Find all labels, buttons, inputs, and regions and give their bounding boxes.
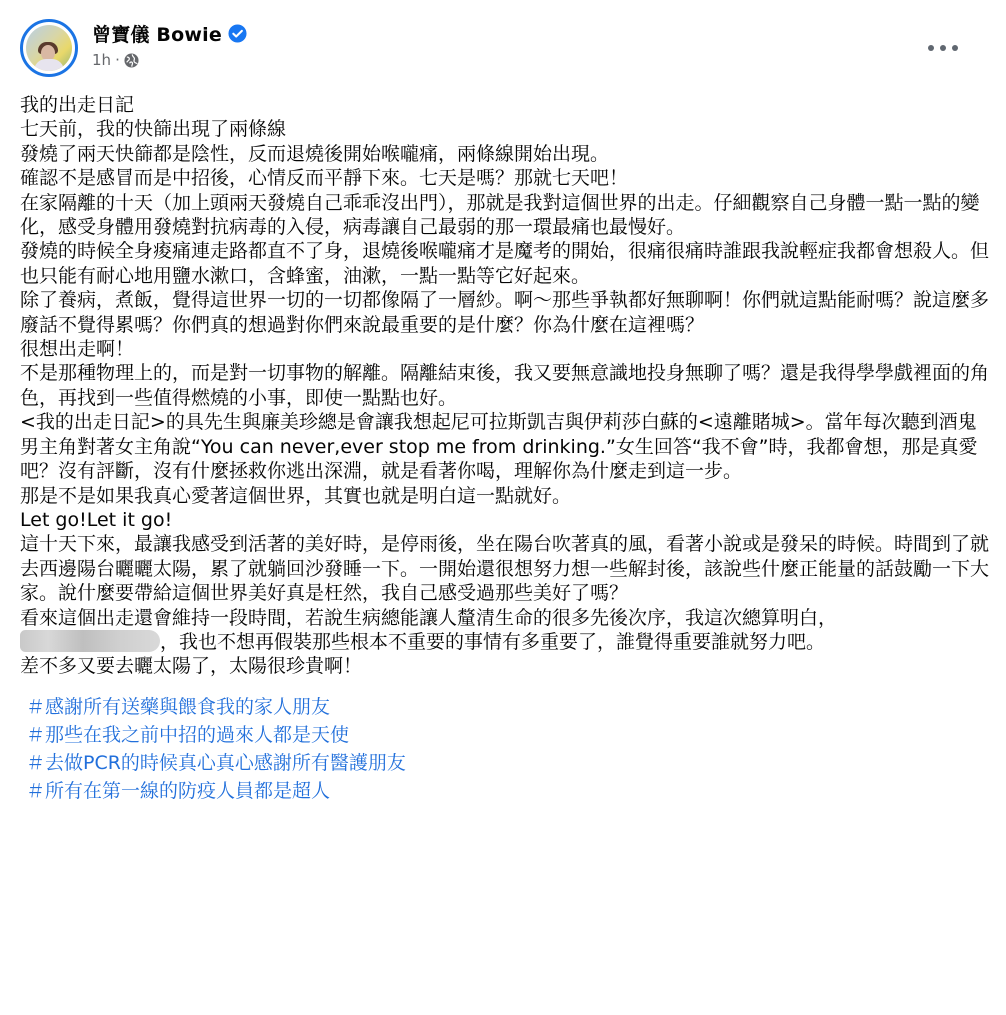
- verified-badge-icon: [228, 24, 247, 43]
- post-paragraph: 不是那種物理上的，而是對一切事物的解離。隔離結束後，我又要無意識地投身無聊了嗎？還是我得學學戲裡面的角色，再找到一些值得燃燒的小事，即使一點點也好。: [20, 362, 990, 409]
- more-options-button[interactable]: [928, 38, 958, 58]
- globe-icon: [124, 53, 139, 68]
- post-paragraph: <我的出走日記>的具先生與廉美珍總是會讓我想起尼可拉斯凱吉與伊莉莎白蘇的<遠離賭城>。當年每次聽到酒鬼男主角對著女主角說“You can never,ever stop me from drinking.”女生回答“我不會”時，我都會想，那是真愛吧？沒有評斷，沒有什麼拯救你逃出深淵，就是看著你喝，理解你為什麼走到這一步。: [20, 411, 978, 483]
- post-paragraph: 七天前，我的快篩出現了兩條線: [20, 118, 287, 141]
- post-paragraph: 看來這個出走還會維持一段時間，若說生病總能讓人釐清生命的很多先後次序，我這次總算明白，: [20, 606, 838, 629]
- redacted-line-text: ，我也不想再假裝那些根本不重要的事情有多重要了，誰覺得重要誰就努力吧。: [160, 630, 826, 653]
- post-body: [20, 93, 995, 805]
- avatar-body: [34, 59, 64, 71]
- post-paragraph: 那是不是如果我真心愛著這個世界，其實也就是明白這一點就好。: [20, 484, 572, 507]
- post-closing: 差不多又要去曬太陽了，太陽很珍貴啊！: [20, 655, 363, 678]
- more-dot-icon: [928, 45, 934, 51]
- hashtag-link[interactable]: ＃去做PCR的時候真心真心感謝所有醫護朋友: [26, 751, 406, 774]
- post-paragraph: 發燒的時候全身痠痛連走路都直不了身，退燒後喉嚨痛才是魔考的開始，很痛很痛時誰跟我說輕症我都會想殺人。但也只能有耐心地用鹽水漱口，含蜂蜜，油漱，一點一點等它好起來。: [20, 240, 990, 287]
- redacted-blur: [20, 630, 160, 652]
- avatar-image: [26, 25, 72, 71]
- hashtag-link[interactable]: ＃感謝所有送藥與餵食我的家人朋友: [26, 695, 331, 718]
- post-paragraph: 在家隔離的十天（加上頭兩天發燒自己乖乖沒出門），那就是我對這個世界的出走。仔細觀察自己身體一點一點的變化，感受身體用發燒對抗病毒的入侵，病毒讓自己最弱的那一環最痛也最慢好。: [20, 191, 980, 239]
- author-block: [92, 19, 247, 69]
- more-dot-icon: [940, 45, 946, 51]
- hashtag-link[interactable]: ＃所有在第一線的防疫人員都是超人: [26, 779, 331, 802]
- post-timestamp[interactable]: 1h: [92, 51, 112, 69]
- post-header: [20, 19, 986, 79]
- post-paragraph-redacted: [20, 630, 995, 654]
- post-paragraph: 這十天下來，最讓我感受到活著的美好時，是停雨後，坐在陽台吹著真的風，看著小說或是發呆的時候。時間到了就去西邊陽台曬曬太陽，累了就躺回沙發睡一下。一開始還很想努力想一些解封後，該說些什麼正能量的話鼓勵一下大家。說什麼要帶給這個世界美好真是枉然，我自己感受過那些美好了嗎？: [20, 533, 990, 605]
- post-title: 我的出走日記: [20, 94, 135, 116]
- avatar[interactable]: [20, 19, 78, 77]
- post-paragraph: 發燒了兩天快篩都是陰性，反而退燒後開始喉嚨痛，兩條線開始出現。: [20, 142, 610, 165]
- post-paragraph: 除了養病，煮飯，覺得這世界一切的一切都像隔了一層紗。啊～那些爭執都好無聊啊！你們就這點能耐嗎？說這麼多廢話不覺得累嗎？你們真的想過對你們來說最重要的是什麼？你為什麼在這裡嗎？: [20, 289, 990, 336]
- post-paragraph: 確認不是感冒而是中招後，心情反而平靜下來。七天是嗎？那就七天吧！: [20, 167, 629, 190]
- author-line: [92, 19, 247, 47]
- post-paragraph: Let go!Let it go!: [20, 508, 173, 531]
- post-meta: [92, 51, 247, 69]
- hashtag-link[interactable]: ＃那些在我之前中招的過來人都是天使: [26, 723, 350, 746]
- meta-separator: ·: [115, 51, 120, 69]
- post-paragraph: 很想出走啊！: [20, 338, 135, 361]
- author-name[interactable]: 曾寶儀 Bowie: [92, 23, 222, 46]
- hashtag-list: [20, 693, 995, 805]
- more-dot-icon: [952, 45, 958, 51]
